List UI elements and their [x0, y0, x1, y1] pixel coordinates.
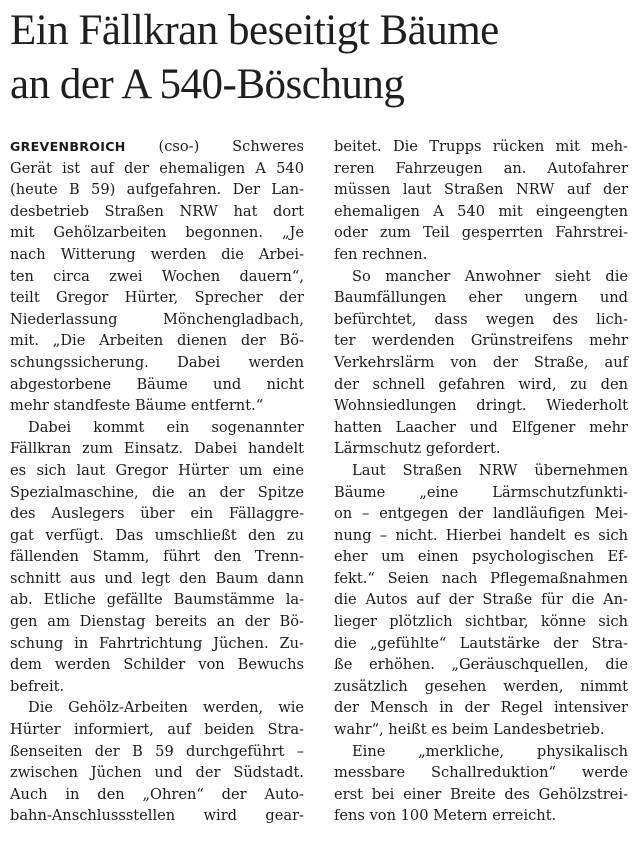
- text-line: dem werden Schilder von Bewuchs: [10, 656, 304, 674]
- text-line: befreit.: [10, 677, 65, 695]
- text-line: Fällkran zum Einsatz. Dabei handelt: [10, 440, 304, 458]
- text-line: ter werdenden Grünstreifens mehr: [334, 332, 628, 350]
- text-line: nach Witterung werden die Arbei-: [10, 245, 304, 263]
- article-column-right: [334, 136, 628, 827]
- text-line: teilt Gregor Hürter, Sprecher der: [10, 289, 304, 307]
- text-line: befürchtet, dass wegen des lich-: [334, 310, 628, 328]
- text-line: zwischen Jüchen und der Südstadt.: [10, 764, 304, 782]
- text-line: abgestorbene Bäume und nicht: [10, 375, 304, 393]
- text-line: mit. „Die Arbeiten dienen der Bö-: [10, 332, 304, 350]
- text-line: Eine „merkliche, physikalisch: [352, 742, 628, 760]
- text-line: bahn-Anschlussstellen wird gear-: [10, 807, 304, 825]
- text-line: (heute B 59) aufgefahren. Der Lan-: [10, 181, 304, 199]
- text-line: die Autos auf der Straße für die An-: [334, 591, 628, 609]
- text-line: lieger plötzlich sichtbar, könne sich: [334, 613, 628, 631]
- text-line: Spezialmaschine, die an der Spitze: [10, 483, 304, 501]
- text-line: on – entgegen der landläufigen Mei-: [334, 505, 628, 523]
- text-line: ab. Etliche gefällte Baumstämme la-: [10, 591, 304, 609]
- text-line: fens von 100 Metern erreicht.: [334, 807, 557, 825]
- text-line: nung – nicht. Hierbei handelt es sich: [334, 526, 628, 544]
- headline-line: Ein Fällkran beseitigt Bäume: [10, 7, 499, 54]
- text-line: die „gefühlte“ Lautstärke der Stra-: [334, 634, 628, 652]
- headline-line: an der A 540-Böschung: [10, 61, 405, 108]
- text-line: des Auslegers über ein Fällaggre-: [10, 505, 304, 523]
- text-line: gen am Dienstag bereits an der Bö-: [10, 613, 304, 631]
- text-line: mit Gehölzarbeiten begonnen. „Je: [10, 224, 304, 242]
- text-line: Verkehrslärm von der Straße, auf: [334, 353, 628, 371]
- text-line: Wohnsiedlungen dringt. Wiederholt: [334, 397, 628, 415]
- text-line: Baumfällungen eher ungern und: [334, 289, 628, 307]
- text-line: Niederlassung Mönchengladbach,: [10, 310, 304, 328]
- text-line: ten circa zwei Wochen dauern“,: [10, 267, 304, 285]
- text-line: desbetrieb Straßen NRW hat dort: [10, 202, 304, 220]
- text-fragment: (cso-) Schweres: [158, 138, 304, 155]
- text-line: fekt.“ Seien nach Pflegemaßnahmen: [334, 569, 628, 587]
- headline: [10, 4, 630, 112]
- text-line: reren Fahrzeugen an. Autofahrer: [334, 159, 628, 177]
- text-line: Bäume „eine Lärmschutzfunkti-: [334, 483, 628, 501]
- text-line: Auch in den „Ohren“ der Auto-: [10, 785, 304, 803]
- text-line: es sich laut Gregor Hürter um eine: [10, 461, 304, 479]
- text-line: schung in Fahrtrichtung Jüchen. Zu-: [10, 634, 304, 652]
- text-line: ßenseiten der B 59 durchgeführt –: [10, 742, 304, 760]
- text-line: hatten Laacher und Elfgener mehr: [334, 418, 628, 436]
- text-line: Gerät ist auf der ehemaligen A 540: [10, 159, 304, 177]
- text-line: der Mensch in der Regel intensiver: [334, 699, 628, 717]
- text-line: [10, 136, 304, 158]
- article-column-left: [10, 136, 304, 827]
- text-line: eher um einen psychologischen Ef-: [334, 548, 628, 566]
- text-line: müssen laut Straßen NRW auf der: [334, 181, 628, 199]
- text-line: mehr standfeste Bäume entfernt.“: [10, 397, 264, 415]
- text-line: zusätzlich gesehen werden, nimmt: [334, 677, 628, 695]
- text-line: schungssicherung. Dabei werden: [10, 353, 304, 371]
- text-line: Lärmschutz gefordert.: [334, 440, 501, 458]
- text-line: Hürter informiert, auf beiden Stra-: [10, 721, 304, 739]
- text-line: So mancher Anwohner sieht die: [352, 267, 628, 285]
- text-line: fen rechnen.: [334, 245, 428, 263]
- text-line: beitet. Die Trupps rücken mit meh-: [334, 138, 628, 155]
- text-line: Laut Straßen NRW übernehmen: [352, 461, 628, 479]
- text-line: oder zum Teil gesperrten Fahrstrei-: [334, 224, 628, 242]
- text-line: fällenden Stamm, führt den Trenn-: [10, 548, 304, 566]
- text-line: schnitt aus und legt den Baum dann: [10, 569, 304, 587]
- text-line: erst bei einer Breite des Gehölzstrei-: [334, 785, 628, 803]
- text-line: wahr“, heißt es beim Landesbetrieb.: [334, 721, 605, 739]
- text-line: Dabei kommt ein sogenannter: [28, 418, 304, 436]
- text-line: der schnell gefahren wird, zu den: [334, 375, 628, 393]
- text-line: Die Gehölz-Arbeiten werden, wie: [28, 699, 304, 717]
- text-line: ße erhöhen. „Geräuschquellen, die: [334, 656, 628, 674]
- text-line: messbare Schallreduktion“ werde: [334, 764, 628, 782]
- dateline: GREVENBROICH: [10, 139, 126, 154]
- text-line: gat verfügt. Das umschließt den zu: [10, 526, 304, 544]
- text-line: ehemaligen A 540 mit eingeengten: [334, 202, 628, 220]
